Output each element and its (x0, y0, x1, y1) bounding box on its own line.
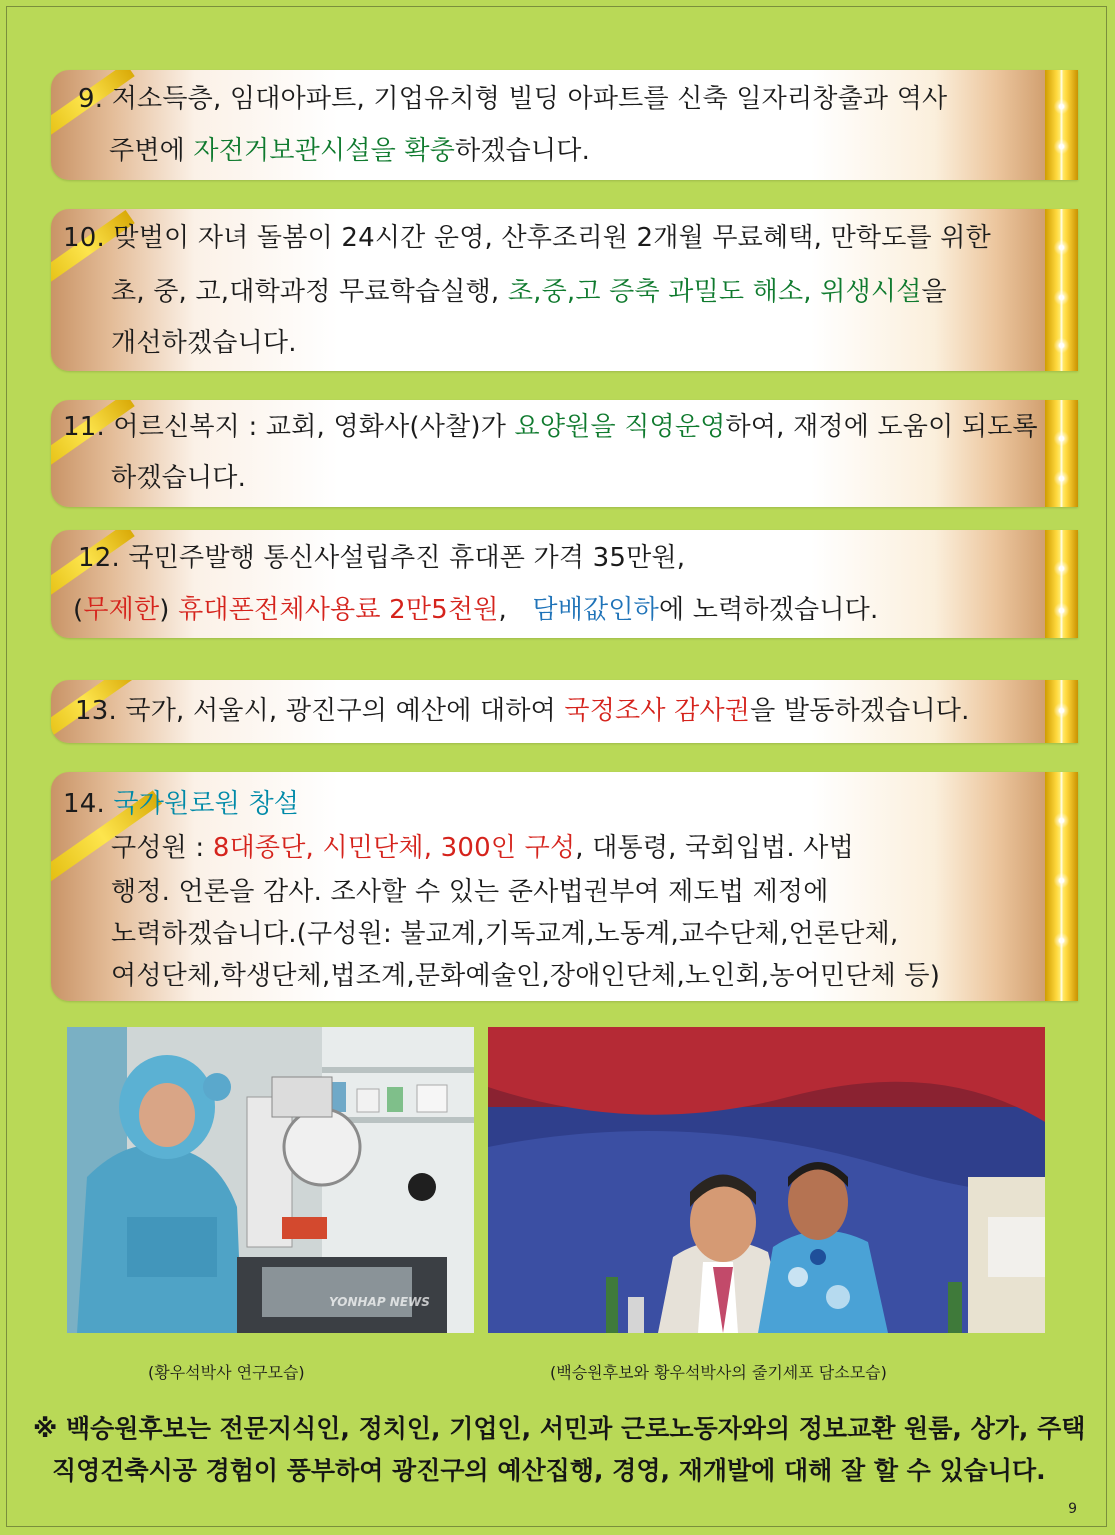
pledge-highlight: 요양원을 직영운영 (514, 412, 726, 442)
pledge-text: 구성원 : (111, 833, 213, 863)
pledge-text: 국민주발행 통신사설립추진 휴대폰 가격 35만원, (128, 543, 686, 573)
pledge-card-9 (51, 70, 1078, 180)
pledge-text: ) (159, 595, 179, 625)
pledge-text: 에 노력하겠습니다. (659, 595, 879, 625)
page-number: 9 (1068, 1501, 1077, 1517)
pledge-number: 11. (63, 412, 105, 442)
gold-edge (1045, 400, 1078, 507)
pledge-text: 을 (921, 277, 947, 307)
pledge-card-13 (51, 680, 1078, 743)
gold-edge (1045, 209, 1078, 371)
pledge-number: 13. (75, 696, 117, 726)
note-line-1: ※ 백승원후보는 전문지식인, 정치인, 기업인, 서민과 근로노동자와의 정보교환 원룸, 상가, 주택 (33, 1414, 1086, 1443)
pledge-text: 초, 중, 고,대학과정 무료학습실행, (111, 277, 508, 307)
meeting-photo (488, 1027, 1045, 1333)
lab-photo-caption: (황우석박사 연구모습) (148, 1363, 305, 1382)
lab-photo-image (67, 1027, 474, 1333)
pledge-highlight: 휴대폰전체사용료 2만5천원 (178, 595, 499, 625)
pledge-text: 노력하겠습니다.(구성원: 불교계,기독교계,노동계,교수단체,언론단체, (111, 919, 899, 949)
note-line-2: 직영건축시공 경험이 풍부하여 광진구의 예산집행, 경영, 재개발에 대해 잘 할 수 있습니다. (52, 1456, 1046, 1485)
pledge-card-11 (51, 400, 1078, 507)
pledge-text: , (498, 595, 533, 625)
pledge-text: 하여, 재정에 도움이 되도록 (725, 412, 1038, 442)
lab-photo (67, 1027, 474, 1333)
pledge-highlight: 국정조사 감사권 (564, 696, 751, 726)
pledge-highlight: 초,중,고 증축 과밀도 해소, 위생시설 (507, 277, 922, 307)
pledge-card-10 (51, 209, 1078, 371)
pledge-text: ( (73, 595, 84, 625)
pledge-text: 여성단체,학생단체,법조계,문화예술인,장애인단체,노인회,농어민단체 등) (111, 961, 941, 991)
pledge-card-12 (51, 530, 1078, 638)
gold-edge (1045, 772, 1078, 1001)
pledge-text: 맞벌이 자녀 돌봄이 24시간 운영, 산후조리원 2개월 무료혜택, 만학도를 위한 (113, 223, 991, 253)
pledge-text: 저소득층, 임대아파트, 기업유치형 빌딩 아파트를 신축 일자리창출과 역사 (111, 84, 948, 114)
pledge-number: 12. (78, 543, 120, 573)
pledge-text: 개선하겠습니다. (111, 328, 297, 358)
pledge-highlight: 무제한 (83, 595, 160, 625)
pledge-text: , 대통령, 국회입법. 사법 (575, 833, 854, 863)
gold-edge (1045, 70, 1078, 180)
pledge-highlight: 담배값인하 (532, 595, 659, 625)
pledge-text: 하겠습니다. (111, 463, 247, 493)
pledge-card-14 (51, 772, 1078, 1001)
pledge-highlight: 8대종단, 시민단체, 300인 구성 (212, 833, 576, 863)
gold-edge (1045, 680, 1078, 743)
watermark: YONHAP NEWS (329, 1295, 430, 1309)
pledge-highlight: 자전거보관시설을 확충 (193, 136, 456, 166)
meeting-photo-image (488, 1027, 1045, 1333)
gold-edge (1045, 530, 1078, 638)
pledge-text: 행정. 언론을 감사. 조사할 수 있는 준사법권부여 제도법 제정에 (111, 877, 829, 907)
pledge-text: 국가, 서울시, 광진구의 예산에 대하여 (125, 696, 565, 726)
pledge-number: 10. (63, 223, 105, 253)
pledge-text: 을 발동하겠습니다. (750, 696, 970, 726)
meeting-photo-caption: (백승원후보와 황우석박사의 줄기세포 담소모습) (550, 1363, 887, 1382)
pledge-number: 14. (63, 789, 105, 819)
pledge-text: 어르신복지 : 교회, 영화사(사찰)가 (113, 412, 515, 442)
pledge-text: 하겠습니다. (455, 136, 591, 166)
pledge-text: 주변에 (109, 136, 194, 166)
pledge-number: 9. (78, 84, 104, 114)
pledge-title: 국가원로원 창설 (113, 789, 300, 819)
